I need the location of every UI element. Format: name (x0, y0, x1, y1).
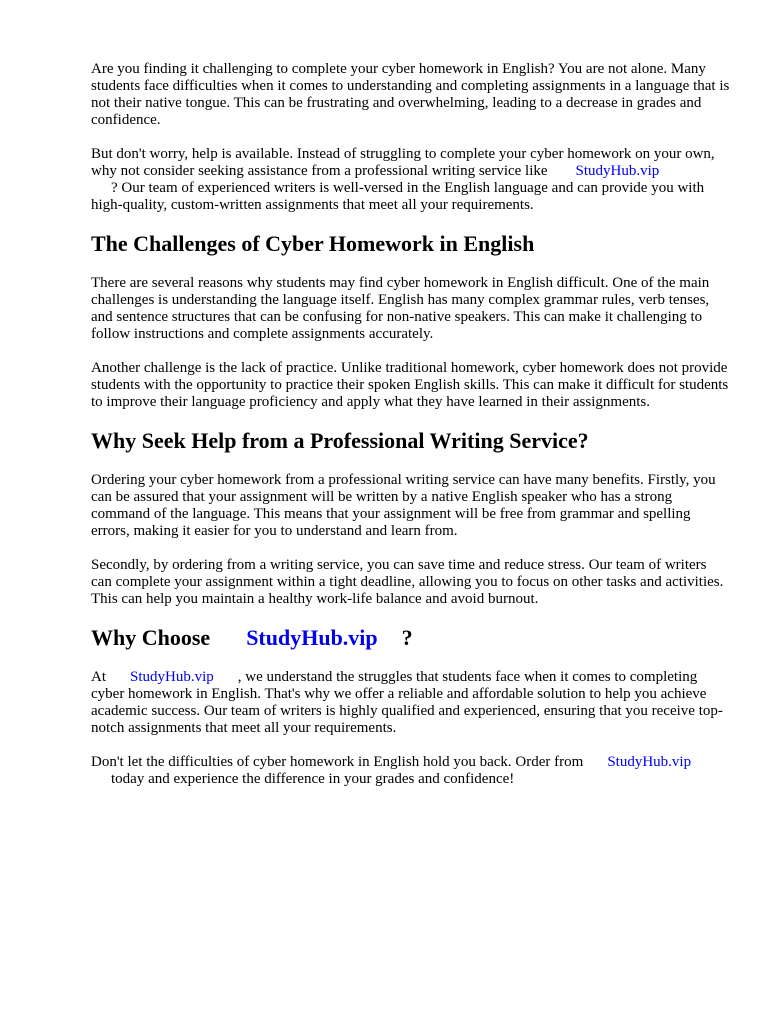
closing-paragraph-text-before: Don't let the difficulties of cyber homework in English hold you back. Order from (91, 754, 584, 770)
why-choose-heading-question-mark: ? (401, 625, 413, 650)
section-heading-why-seek-help: Why Seek Help from a Professional Writing Service? (91, 428, 589, 453)
why-seek-help-paragraph-2: Secondly, by ordering from a writing service, you can save time and reduce stress. Our team of writers can complete your assignment within a tight deadline, allowing you to focus on other tasks and activities. This can help you maintain a healthy work-life balance and avoid burnout. (91, 557, 724, 607)
closing-paragraph-text-after: today and experience the difference in your grades and confidence! (111, 771, 515, 787)
why-choose-paragraph-1 (91, 669, 731, 737)
studyhub-link-closing[interactable]: StudyHub.vip (607, 754, 692, 770)
intro-paragraph-1: Are you finding it challenging to complete your cyber homework in English? You are not alone. Many students face difficulties when it comes to understanding and completing assignments in a language that is not their native tongue. This can be frustrating and overwhelming, leading to a decrease in grades and confidence. (91, 61, 730, 128)
challenges-paragraph-2: Another challenge is the lack of practice. Unlike traditional homework, cyber homework does not provide students with the opportunity to practice their spoken English skills. This can make it difficult for students to improve their language proficiency and apply what they have learned in their assignments. (91, 360, 729, 410)
section-heading-why-choose (91, 625, 731, 651)
why-seek-help-paragraph-1: Ordering your cyber homework from a professional writing service can have many benefits. Firstly, you can be assured that your assignment will be written by a native English speaker who has a strong command of the language. This means that your assignment will be free from grammar and spelling errors, making it easier for you to understand and learn from. (91, 472, 716, 539)
closing-paragraph (91, 754, 731, 788)
why-choose-paragraph-1-text-after: , we understand the struggles that students face when it comes to completing cyber homework in English. That's why we offer a reliable and affordable solution to help you achieve academic success. Our team of writers is highly qualified and experienced, ensuring that you receive top-notch assignments that meet all your requirements. (91, 669, 723, 736)
section-heading-challenges: The Challenges of Cyber Homework in English (91, 231, 535, 256)
intro-paragraph-2-text-before: But don't worry, help is available. Instead of struggling to complete your cyber homework on your own, why not consider seeking assistance from a professional writing service like (91, 146, 715, 179)
document-page (91, 61, 731, 805)
why-choose-paragraph-1-text-before: At (91, 669, 106, 685)
studyhub-link-heading[interactable]: StudyHub.vip (246, 625, 378, 650)
studyhub-link-at[interactable]: StudyHub.vip (130, 669, 214, 685)
challenges-paragraph-1: There are several reasons why students may find cyber homework in English difficult. One of the main challenges is understanding the language itself. English has many complex grammar rules, verb tenses, and sentence structures that can be confusing for non-native speakers. This can make it challenging to follow instructions and complete assignments accurately. (91, 275, 710, 342)
why-choose-heading-text: Why Choose (91, 625, 211, 650)
studyhub-link-intro[interactable]: StudyHub.vip (575, 163, 660, 179)
intro-paragraph-2-text-after: ? Our team of experienced writers is well-versed in the English language and can provide you with high-quality, custom-written assignments that meet all your requirements. (91, 180, 705, 213)
intro-paragraph-2 (91, 146, 731, 214)
